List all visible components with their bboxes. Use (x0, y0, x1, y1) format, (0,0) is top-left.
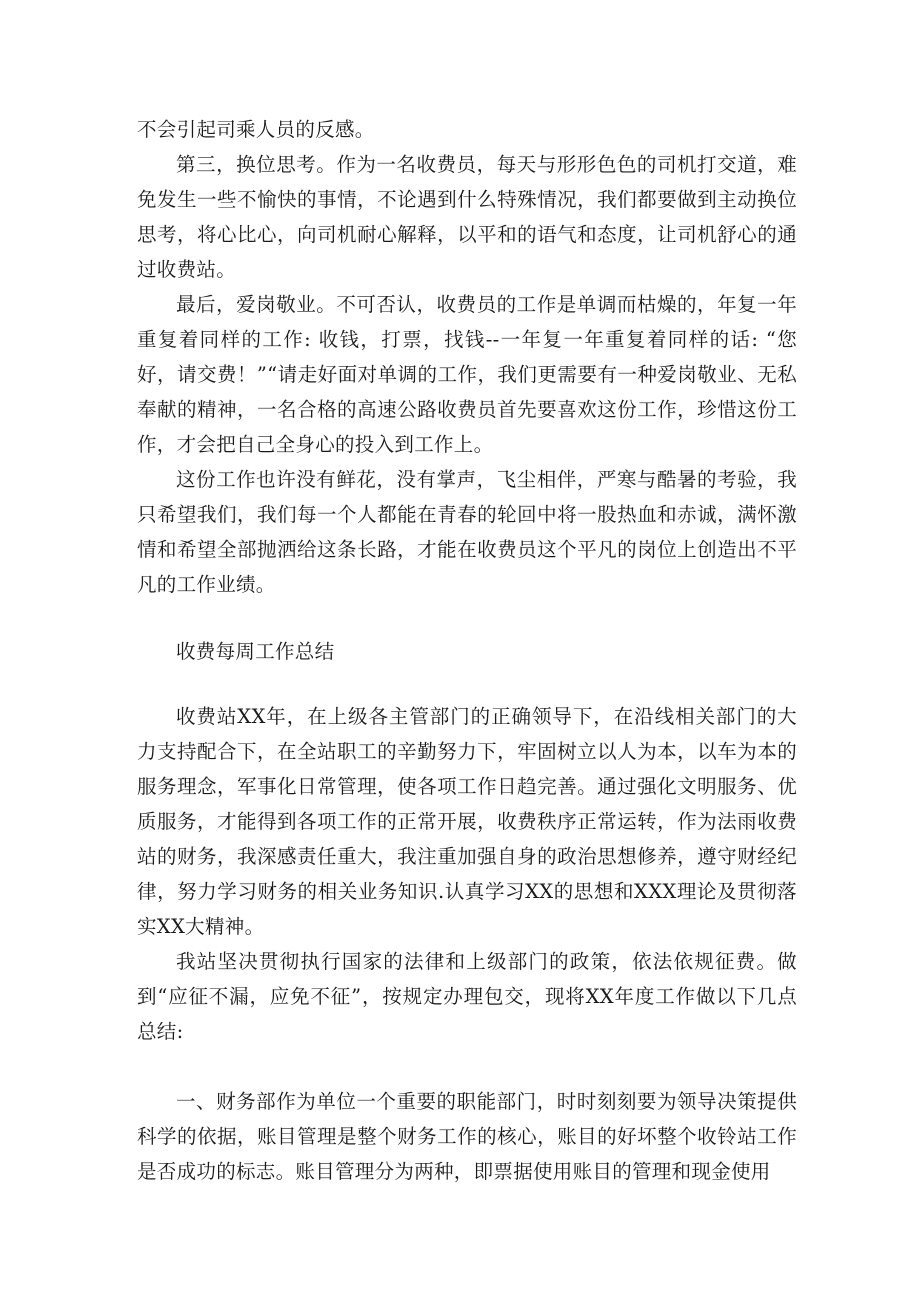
point-one-block (137, 1084, 797, 1189)
paragraph-summary-intro: 收费站XX年，在上级各主管部门的正确领导下，在沿线相关部门的大力支持配合下，在全站职工的辛勤努力下，牢固树立以人为本，以车为本的服务理念，军事化日常管理，使各项工作日趋完善。通过强化文明服务、优质服务，才能得到各项工作的正常开展，收费秩序正常运转，作为法雨收费站的财务，我深感责任重大，我注重加强自身的政治思想修养，遵守财经纪律，努力学习财务的相关业务知识.认真学习XX的思想和XXX理论及贯彻落实XX大精神。 (137, 705, 797, 938)
document-body (137, 112, 797, 1189)
paragraph-summary-policy: 我站坚决贯彻执行国家的法律和上级部门的政策，依法依规征费。做到“应征不漏，应免不征”，按规定办理包交，现将XX年度工作做以下几点总结: (137, 950, 797, 1043)
paragraph-continuation: 不会引起司乘人员的反感。 (137, 118, 375, 141)
paragraph-last-point: 最后，爱岗敬业。不可否认，收费员的工作是单调而枯燥的，年复一年重复着同样的工作: 收钱，打票，找钱--一年复一年重复着同样的话: “您好，请交费！”“请走好面对单调的工作，我们更需要有一种爱岗敬业、无私奉献的精神，一名合格的高速公路收费员首先要喜欢这份工作，珍惜这份工作，才会把自己全身心的投入到工作上。 (137, 293, 797, 456)
section-body (137, 699, 797, 1049)
paragraph-third-point: 第三，换位思考。作为一名收费员，每天与形形色色的司机打交道，难免发生一些不愉快的事情，不论遇到什么特殊情况，我们都要做到主动换位思考，将心比心，向司机耐心解释，以平和的语气和态度，让司机舒心的通过收费站。 (137, 153, 797, 281)
section-title: 收费每周工作总结 (176, 640, 335, 663)
paragraph-closing: 这份工作也许没有鲜花，没有掌声，飞尘相伴，严寒与酷暑的考验，我只希望我们，我们每一个人都能在青春的轮回中将一股热血和赤诚，满怀激情和希望全部抛洒给这条长路，才能在收费员这个平凡的岗位上创造出不平凡的工作业绩。 (137, 468, 797, 596)
paragraph-point-one: 一、财务部作为单位一个重要的职能部门，时时刻刻要为领导决策提供科学的依据，账目管理是整个财务工作的核心，账目的好坏整个收铃站工作是否成功的标志。账目管理分为两种，即票据使用账目的管理和现金使用 (137, 1090, 797, 1183)
